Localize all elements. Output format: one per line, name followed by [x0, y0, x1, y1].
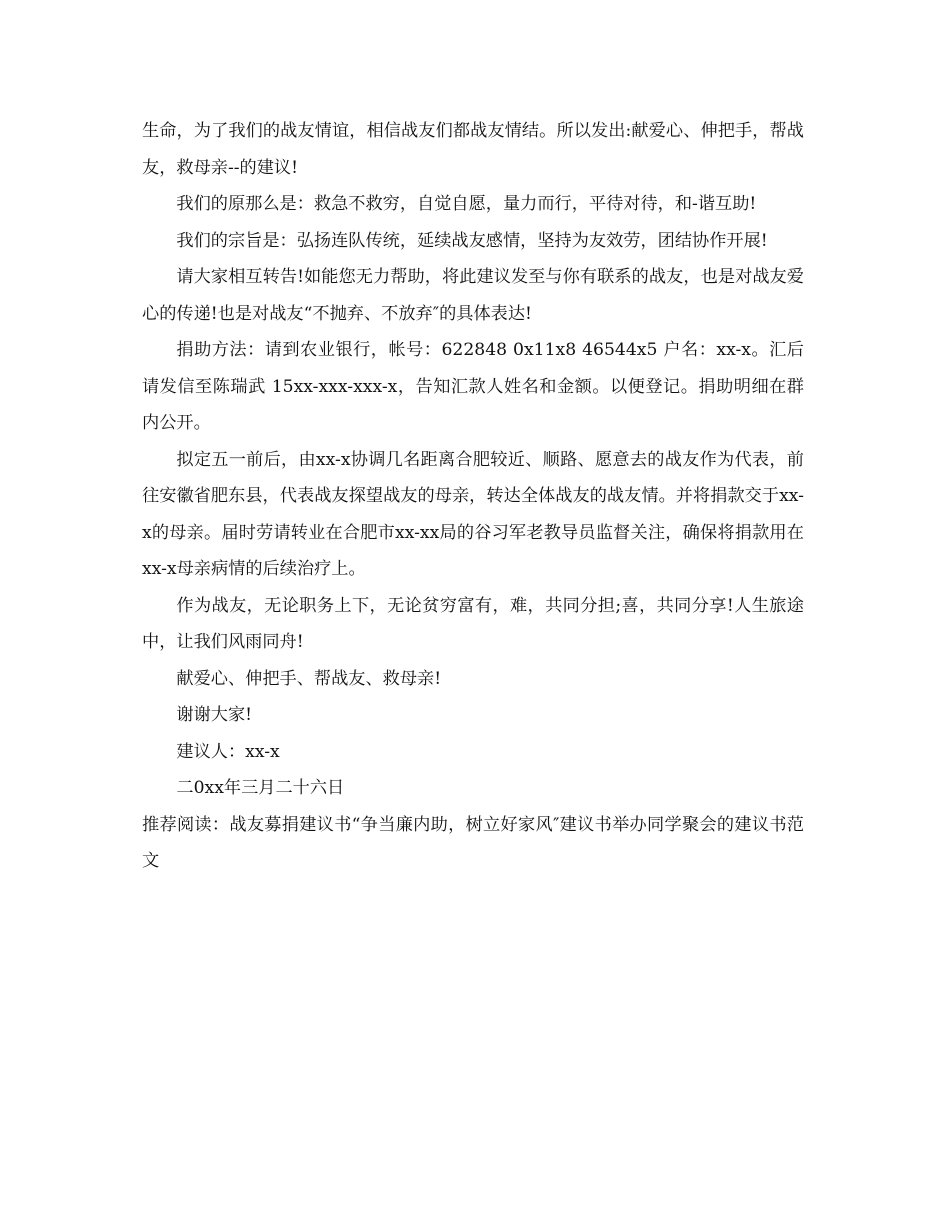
paragraph-solidarity: 作为战友，无论职务上下，无论贫穷富有，难，共同分担;喜，共同分享!人生旅途中，让我们风雨同舟!: [142, 595, 804, 652]
paragraph-purpose: 我们的宗旨是：弘扬连队传统，延续战友感情，坚持为友效劳，团结协作开展!: [176, 230, 768, 251]
paragraph-recommended-reading: 推荐阅读：战友募捐建议书“争当廉内助，树立好家风″建议书举办同学聚会的建议书范文: [142, 814, 804, 871]
paragraph-slogan: 献爱心、伸把手、帮战友、救母亲!: [176, 668, 442, 689]
paragraph-opening-continuation: 生命，为了我们的战友情谊，相信战友们都战友情结。所以发出:献爱心、伸把手，帮战友，救母亲--的建议!: [142, 121, 804, 178]
paragraph-date: 二0xx年三月二十六日: [176, 778, 345, 798]
paragraph-donation-method: 捐助方法：请到农业银行，帐号：622848 0x11x8 46544x5 户名：xx-x。汇后请发信至陈瑞武 15xx-xxx-xxx-x，告知汇款人姓名和金额。以便登记。捐助明细在群内公开。: [142, 340, 804, 433]
paragraph-thanks: 谢谢大家!: [176, 705, 253, 725]
paragraph-share-request: 请大家相互转告!如能您无力帮助，将此建议发至与你有联系的战友，也是对战友爱心的传递!也是对战友“不抛弃、不放弃″的具体表达!: [142, 267, 804, 324]
document-body: [142, 113, 804, 880]
paragraph-principles: 我们的原那么是：救急不救穷，自觉自愿，量力而行，平待对待，和-谐互助!: [176, 194, 757, 214]
paragraph-proposer: 建议人：xx-x: [176, 741, 280, 762]
paragraph-visit-plan: 拟定五一前后，由xx-x协调几名距离合肥较近、顺路、愿意去的战友作为代表，前往安徽省肥东县，代表战友探望战友的母亲，转达全体战友的战友情。并将捐款交于xx-x的母亲。届时劳请转业在合肥市xx-xx局的谷习军老教导员监督关注，确保将捐款用在xx-x母亲病情的后续治疗上。: [142, 449, 804, 579]
